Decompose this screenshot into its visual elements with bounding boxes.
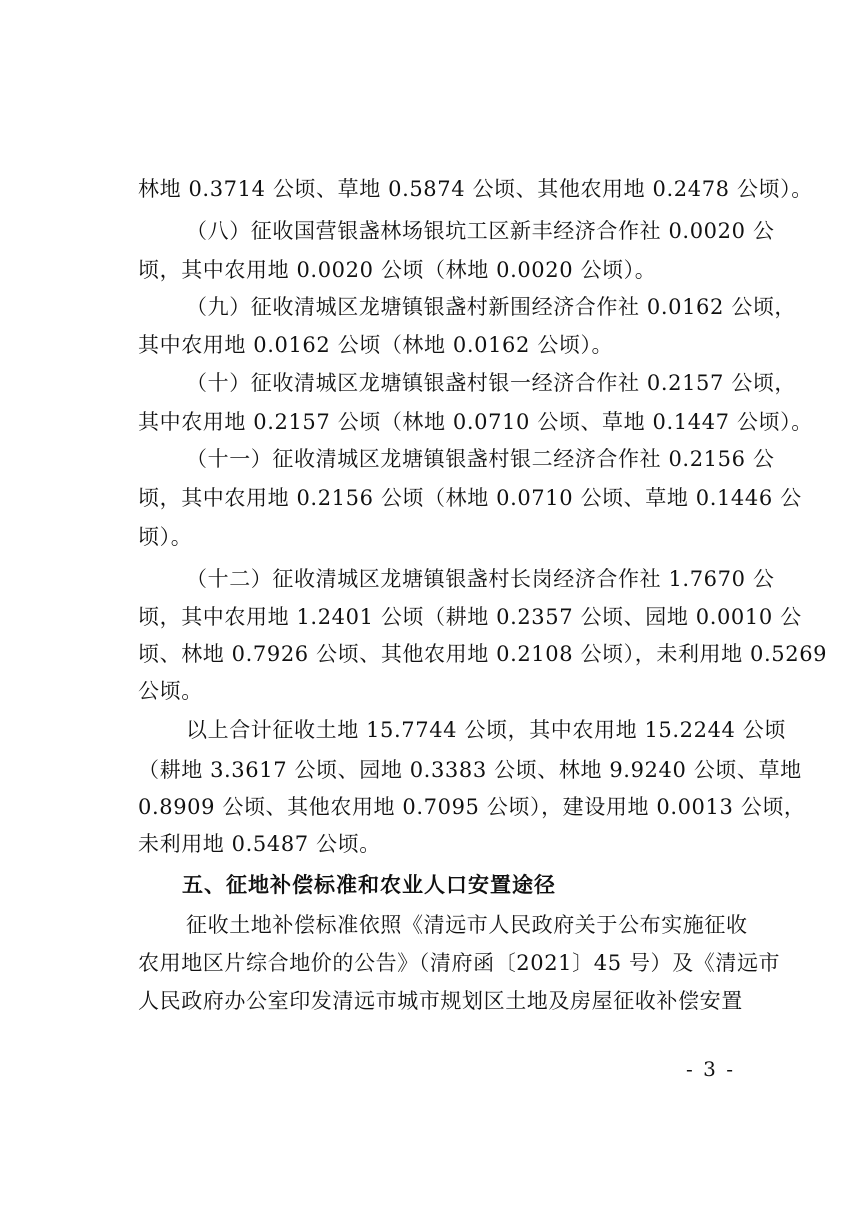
text-line: 顷）。 xyxy=(138,525,193,549)
text-line: 征收土地补偿标准依照《清远市人民政府关于公布实施征收 xyxy=(186,913,748,937)
text-line: 顷、林地 0.7926 公顷、其他农用地 0.2108 公顷），未利用地 0.5269 xyxy=(138,642,828,666)
text-line: 公顷。 xyxy=(138,679,203,703)
text-line: （耕地 3.3617 公顷、园地 0.3383 公顷、林地 9.9240 公顷、草地 xyxy=(138,758,802,782)
text-line: 人民政府办公室印发清远市城市规划区土地及房屋征收补偿安置 xyxy=(138,989,743,1013)
text-line: 顷，其中农用地 0.2156 公顷（林地 0.0710 公顷、草地 0.1446 公 xyxy=(138,486,802,510)
text-line: 顷，其中农用地 1.2401 公顷（耕地 0.2357 公顷、园地 0.0010 公 xyxy=(138,605,802,629)
text-line: 农用地区片综合地价的公告》（清府函〔2021〕45 号）及《清远市 xyxy=(138,951,781,975)
text-line: （十）征收清城区龙塘镇银盏村银一经济合作社 0.2157 公顷， xyxy=(186,371,797,395)
text-line: 0.8909 公顷、其他农用地 0.7095 公顷），建设用地 0.0013 公顷， xyxy=(138,795,806,819)
text-line: 未利用地 0.5487 公顷。 xyxy=(138,832,381,856)
text-line: （八）征收国营银盏林场银坑工区新丰经济合作社 0.0020 公 xyxy=(186,219,775,243)
text-line: （九）征收清城区龙塘镇银盏村新围经济合作社 0.0162 公顷， xyxy=(186,295,797,319)
text-line: 其中农用地 0.0162 公顷（林地 0.0162 公顷）。 xyxy=(138,333,614,357)
text-line: 以上合计征收土地 15.7744 公顷，其中农用地 15.2244 公顷 xyxy=(186,718,786,742)
text-line: 林地 0.3714 公顷、草地 0.5874 公顷、其他农用地 0.2478 公顷）。 xyxy=(138,177,813,201)
page-number: - 3 - xyxy=(686,1057,735,1081)
text-line: 其中农用地 0.2157 公顷（林地 0.0710 公顷、草地 0.1447 公顷）。 xyxy=(138,410,813,434)
text-line: 顷，其中农用地 0.0020 公顷（林地 0.0020 公顷）。 xyxy=(138,258,657,282)
section-heading: 五、征地补偿标准和农业人口安置途径 xyxy=(182,873,556,897)
text-line: （十二）征收清城区龙塘镇银盏村长岗经济合作社 1.7670 公 xyxy=(186,567,775,591)
text-line: （十一）征收清城区龙塘镇银盏村银二经济合作社 0.2156 公 xyxy=(186,447,775,471)
